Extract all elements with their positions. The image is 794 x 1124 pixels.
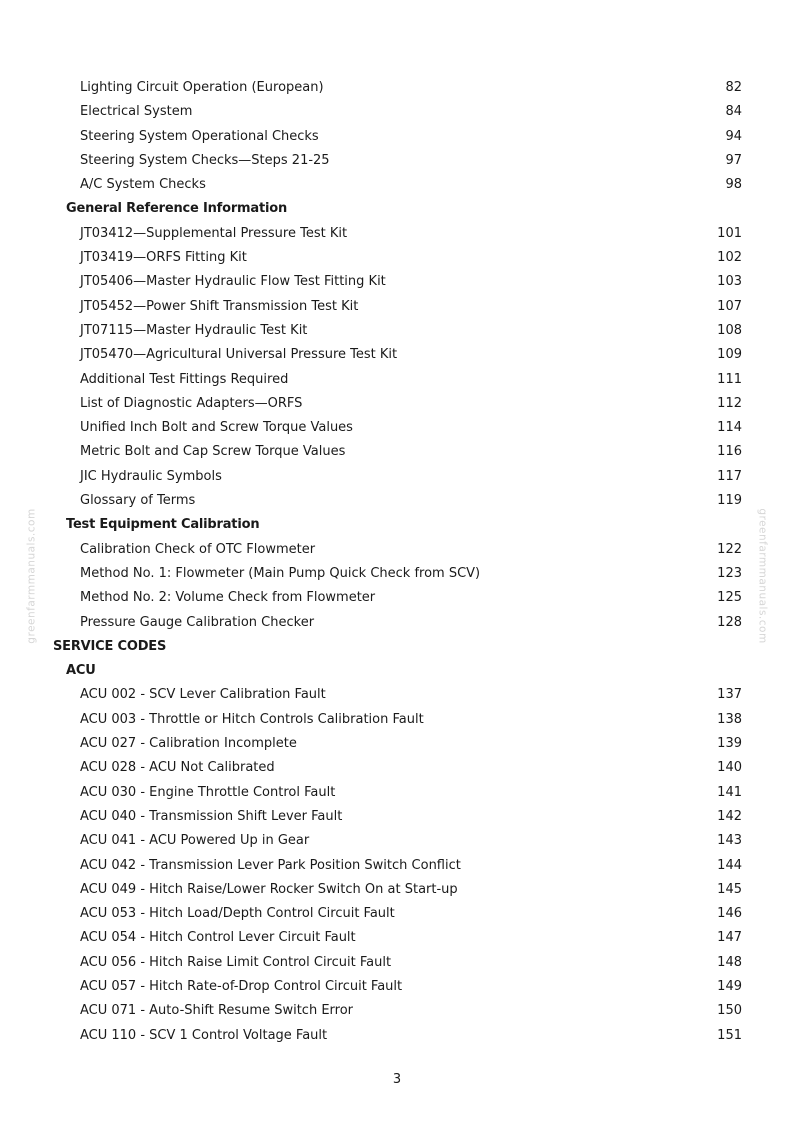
toc-entry[interactable] bbox=[0, 76, 794, 100]
toc-entry[interactable] bbox=[0, 489, 794, 513]
toc-entry-page: 117 bbox=[717, 468, 742, 484]
toc-entry-title: ACU 056 - Hitch Raise Limit Control Circuit Fault bbox=[80, 954, 392, 970]
toc-heading bbox=[0, 197, 794, 221]
toc-entry-page: 151 bbox=[717, 1027, 742, 1043]
toc-entry-title: Metric Bolt and Cap Screw Torque Values bbox=[80, 444, 346, 460]
toc-entry[interactable] bbox=[0, 319, 794, 343]
toc-entry-page: 128 bbox=[717, 614, 742, 630]
toc-entry[interactable] bbox=[0, 295, 794, 319]
toc-entry[interactable] bbox=[0, 343, 794, 367]
toc-entry-title: JIC Hydraulic Symbols bbox=[80, 468, 222, 484]
toc-entry-page: 146 bbox=[717, 906, 742, 922]
toc-entry-title: JT03419—ORFS Fitting Kit bbox=[80, 250, 247, 266]
toc-entry-page: 82 bbox=[725, 80, 742, 95]
toc-entry[interactable] bbox=[0, 999, 794, 1023]
toc-entry-page: 112 bbox=[717, 395, 742, 411]
watermark-left: greenfarmmanuals.com bbox=[25, 508, 38, 644]
toc-entry-title: JT05406—Master Hydraulic Flow Test Fitting Kit bbox=[80, 274, 386, 290]
toc-entry[interactable] bbox=[0, 392, 794, 416]
toc-entry[interactable] bbox=[0, 611, 794, 635]
toc-heading bbox=[0, 513, 794, 537]
watermark-right: greenfarmmanuals.com bbox=[756, 508, 769, 644]
toc-entry-page: 102 bbox=[717, 250, 742, 266]
toc-entry[interactable] bbox=[0, 465, 794, 489]
page-number: 3 bbox=[392, 1072, 402, 1087]
toc-heading bbox=[0, 635, 794, 659]
toc-entry-page: 98 bbox=[725, 177, 742, 193]
toc-entry-page: 145 bbox=[717, 881, 742, 897]
toc-entry-title: Unified Inch Bolt and Screw Torque Values bbox=[80, 420, 353, 436]
toc-entry-page: 147 bbox=[717, 930, 742, 946]
toc-entry[interactable] bbox=[0, 173, 794, 197]
toc-entry-title: Glossary of Terms bbox=[80, 493, 196, 509]
toc-entry-title: Calibration Check of OTC Flowmeter bbox=[80, 541, 316, 557]
toc-entry[interactable] bbox=[0, 805, 794, 829]
toc-entry[interactable] bbox=[0, 270, 794, 294]
toc-entry-page: 97 bbox=[725, 152, 742, 168]
table-of-contents bbox=[0, 76, 794, 1048]
toc-entry-title: ACU 042 - Transmission Lever Park Position Switch Conflict bbox=[80, 857, 461, 873]
toc-entry-page: 122 bbox=[717, 541, 742, 557]
toc-entry-page: 94 bbox=[725, 128, 742, 144]
toc-entry[interactable] bbox=[0, 756, 794, 780]
toc-entry[interactable] bbox=[0, 586, 794, 610]
toc-entry-title: ACU 110 - SCV 1 Control Voltage Fault bbox=[80, 1027, 328, 1043]
toc-entry-page: 150 bbox=[717, 1003, 742, 1019]
toc-entry-title: ACU 071 - Auto-Shift Resume Switch Error bbox=[80, 1003, 354, 1019]
toc-entry-page: 144 bbox=[717, 857, 742, 873]
toc-entry[interactable] bbox=[0, 878, 794, 902]
toc-entry-page: 107 bbox=[717, 298, 742, 314]
toc-entry-title: ACU 003 - Throttle or Hitch Controls Calibration Fault bbox=[80, 711, 424, 727]
toc-entry-page: 143 bbox=[717, 833, 742, 849]
toc-entry-title: General Reference Information bbox=[66, 201, 288, 217]
toc-entry[interactable] bbox=[0, 975, 794, 999]
toc-entry-title: List of Diagnostic Adapters—ORFS bbox=[80, 395, 303, 411]
toc-entry-page: 141 bbox=[717, 784, 742, 800]
toc-entry[interactable] bbox=[0, 902, 794, 926]
toc-entry[interactable] bbox=[0, 854, 794, 878]
toc-entry-title: A/C System Checks bbox=[80, 177, 206, 193]
toc-entry-title: Method No. 1: Flowmeter (Main Pump Quick Check from SCV) bbox=[80, 565, 481, 581]
toc-entry-page: 149 bbox=[717, 978, 742, 994]
toc-entry-page: 111 bbox=[717, 371, 742, 387]
toc-entry[interactable] bbox=[0, 829, 794, 853]
toc-entry-page: 101 bbox=[717, 225, 742, 241]
toc-entry[interactable] bbox=[0, 416, 794, 440]
toc-entry[interactable] bbox=[0, 100, 794, 124]
toc-entry-title: ACU 028 - ACU Not Calibrated bbox=[80, 760, 275, 776]
toc-entry[interactable] bbox=[0, 246, 794, 270]
toc-entry[interactable] bbox=[0, 781, 794, 805]
toc-entry-title: ACU 030 - Engine Throttle Control Fault bbox=[80, 784, 336, 800]
toc-entry-page: 116 bbox=[717, 444, 742, 460]
toc-entry-title: JT05452—Power Shift Transmission Test Kit bbox=[80, 298, 359, 314]
toc-entry-title: JT07115—Master Hydraulic Test Kit bbox=[80, 322, 308, 338]
toc-entry-page: 123 bbox=[717, 565, 742, 581]
toc-entry-title: ACU bbox=[66, 663, 96, 679]
toc-entry-title: Method No. 2: Volume Check from Flowmeter bbox=[80, 590, 376, 606]
toc-entry[interactable] bbox=[0, 149, 794, 173]
toc-entry-title: Test Equipment Calibration bbox=[66, 517, 260, 533]
toc-entry-title: ACU 027 - Calibration Incomplete bbox=[80, 736, 297, 752]
toc-entry[interactable] bbox=[0, 440, 794, 464]
toc-heading bbox=[0, 659, 794, 683]
toc-entry-title: ACU 040 - Transmission Shift Lever Fault bbox=[80, 808, 343, 824]
toc-entry-title: ACU 057 - Hitch Rate-of-Drop Control Circuit Fault bbox=[80, 978, 403, 994]
toc-entry-page: 108 bbox=[717, 322, 742, 338]
toc-entry[interactable] bbox=[0, 1024, 794, 1048]
toc-entry-page: 138 bbox=[717, 711, 742, 727]
toc-entry-page: 103 bbox=[717, 274, 742, 290]
toc-entry-title: ACU 049 - Hitch Raise/Lower Rocker Switch On at Start-up bbox=[80, 881, 458, 897]
toc-entry[interactable] bbox=[0, 951, 794, 975]
toc-entry[interactable] bbox=[0, 368, 794, 392]
toc-entry[interactable] bbox=[0, 708, 794, 732]
toc-entry-page: 114 bbox=[717, 420, 742, 436]
toc-entry-title: Additional Test Fittings Required bbox=[80, 371, 289, 387]
toc-entry-page: 148 bbox=[717, 954, 742, 970]
toc-entry-title: SERVICE CODES bbox=[53, 638, 167, 654]
toc-entry-page: 84 bbox=[725, 104, 742, 120]
toc-entry-page: 142 bbox=[717, 808, 742, 824]
toc-entry-page: 119 bbox=[717, 493, 742, 509]
toc-entry[interactable] bbox=[0, 732, 794, 756]
toc-entry-title: ACU 054 - Hitch Control Lever Circuit Fault bbox=[80, 930, 356, 946]
toc-entry-title: Lighting Circuit Operation (European) bbox=[80, 80, 324, 95]
toc-entry-title: Steering System Operational Checks bbox=[80, 128, 319, 144]
toc-entry-title: ACU 053 - Hitch Load/Depth Control Circuit Fault bbox=[80, 906, 395, 922]
toc-entry-page: 125 bbox=[717, 590, 742, 606]
toc-entry-title: Steering System Checks—Steps 21-25 bbox=[80, 152, 330, 168]
toc-entry-title: JT03412—Supplemental Pressure Test Kit bbox=[80, 225, 348, 241]
toc-entry[interactable] bbox=[0, 683, 794, 707]
toc-entry-page: 109 bbox=[717, 347, 742, 363]
toc-entry-page: 137 bbox=[717, 687, 742, 703]
toc-entry-title: Electrical System bbox=[80, 104, 193, 120]
toc-entry-title: ACU 041 - ACU Powered Up in Gear bbox=[80, 833, 310, 849]
toc-entry-page: 139 bbox=[717, 736, 742, 752]
toc-entry-page: 140 bbox=[717, 760, 742, 776]
toc-entry[interactable] bbox=[0, 222, 794, 246]
toc-entry-title: ACU 002 - SCV Lever Calibration Fault bbox=[80, 687, 326, 703]
toc-entry-title: Pressure Gauge Calibration Checker bbox=[80, 614, 315, 630]
toc-entry[interactable] bbox=[0, 125, 794, 149]
toc-entry-title: JT05470—Agricultural Universal Pressure Test Kit bbox=[80, 347, 398, 363]
toc-entry[interactable] bbox=[0, 926, 794, 950]
toc-entry[interactable] bbox=[0, 562, 794, 586]
toc-entry[interactable] bbox=[0, 538, 794, 562]
